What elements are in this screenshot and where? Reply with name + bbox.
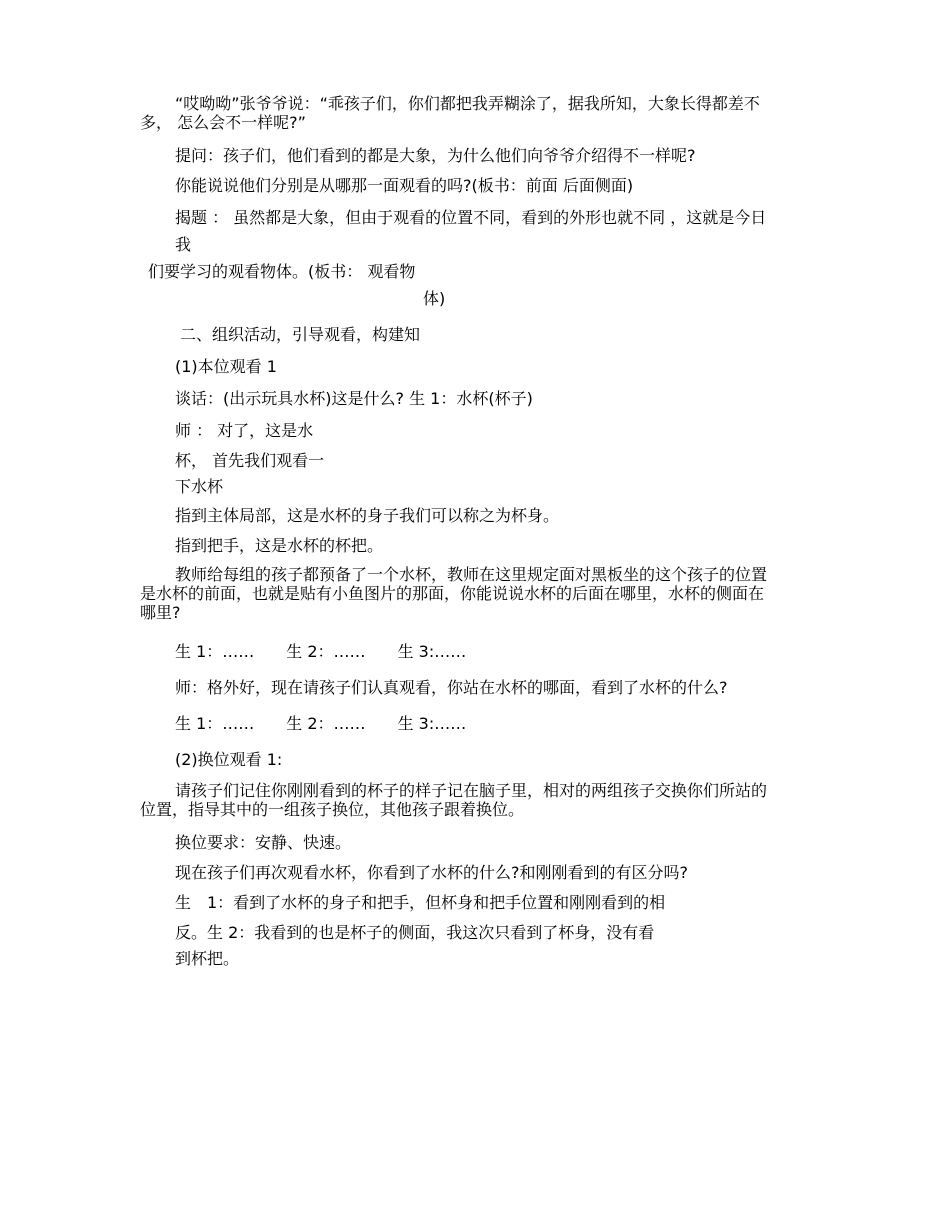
paragraph: 换位要求：安静、快速。 [175,833,352,852]
paragraph-line: 体) [423,289,446,308]
paragraph-line: 是水杯的前面，也就是贴有小鱼图片的那面，你能说说水杯的后面在哪里，水杯的侧面在 [140,584,765,603]
paragraph-line: 哪里? [140,603,181,622]
answer-row [175,643,466,661]
answer-row [175,715,466,733]
paragraph-line: 多， 怎么会不一样呢?” [140,113,306,132]
paragraph-line: 我 [175,235,192,254]
paragraph: 提问：孩子们，他们看到的都是大象，为什么他们向爷爷介绍得不一样呢? [175,146,696,165]
answer-item: 生 3:…… [397,714,467,733]
paragraph: 指到把手，这是水杯的杯把。 [175,536,384,555]
paragraph-line: 反。生 2：我看到的也是杯子的侧面，我这次只看到了杯身，没有看 [175,923,655,942]
section-heading: 二、组织活动，引导观看，构建知 [180,325,421,344]
paragraph: 你能说说他们分别是从哪那一面观看的吗?(板书：前面 后面侧面) [175,176,634,195]
paragraph: 谈话：(出示玩具水杯)这是什么? 生 1：水杯(杯子) [175,389,533,408]
paragraph-line: 师 ： 对了，这是水 [175,421,314,440]
answer-item: 生 1：…… [175,714,255,733]
answer-item: 生 3:…… [397,642,467,661]
answer-item: 生 2：…… [286,642,366,661]
paragraph-line: 们要学习的观看物体。(板书： 观看物 [148,262,416,281]
subsection-heading: (2)换位观看 1: [175,750,283,769]
paragraph: 现在孩子们再次观看水杯，你看到了水杯的什么?和刚刚看到的有区分吗? [175,863,688,882]
paragraph-line: 位置，指导其中的一组孩子换位，其他孩子跟着换位。 [140,800,525,819]
paragraph-line: 请孩子们记住你刚刚看到的杯子的样子记在脑子里，相对的两组孩子交换你们所站的 [175,781,768,800]
paragraph-line: 揭题 ： 虽然都是大象，但由于观看的位置不同，看到的外形也就不同 ，这就是今日 [175,208,767,227]
answer-item: 生 1：…… [175,642,255,661]
paragraph-line: 教师给每组的孩子都预备了一个水杯，教师在这里规定面对黑板坐的这个孩子的位置 [175,565,768,584]
paragraph-line: 下水杯 [175,477,224,496]
subsection-heading: (1)本位观看 1 [175,357,277,376]
paragraph: 师：格外好，现在请孩子们认真观看，你站在水杯的哪面，看到了水杯的什么? [175,678,728,697]
paragraph-line: 到杯把。 [175,949,240,968]
paragraph-line: “哎呦呦”张爷爷说：“乖孩子们，你们都把我弄糊涂了，据我所知，大象长得都差不 [175,94,760,113]
paragraph: 指到主体局部，这是水杯的身子我们可以称之为杯身。 [175,506,560,525]
paragraph-line: 生 1：看到了水杯的身子和把手，但杯身和把手位置和刚刚看到的相 [175,893,666,912]
answer-item: 生 2：…… [286,714,366,733]
paragraph-line: 杯， 首先我们观看一 [175,451,325,470]
